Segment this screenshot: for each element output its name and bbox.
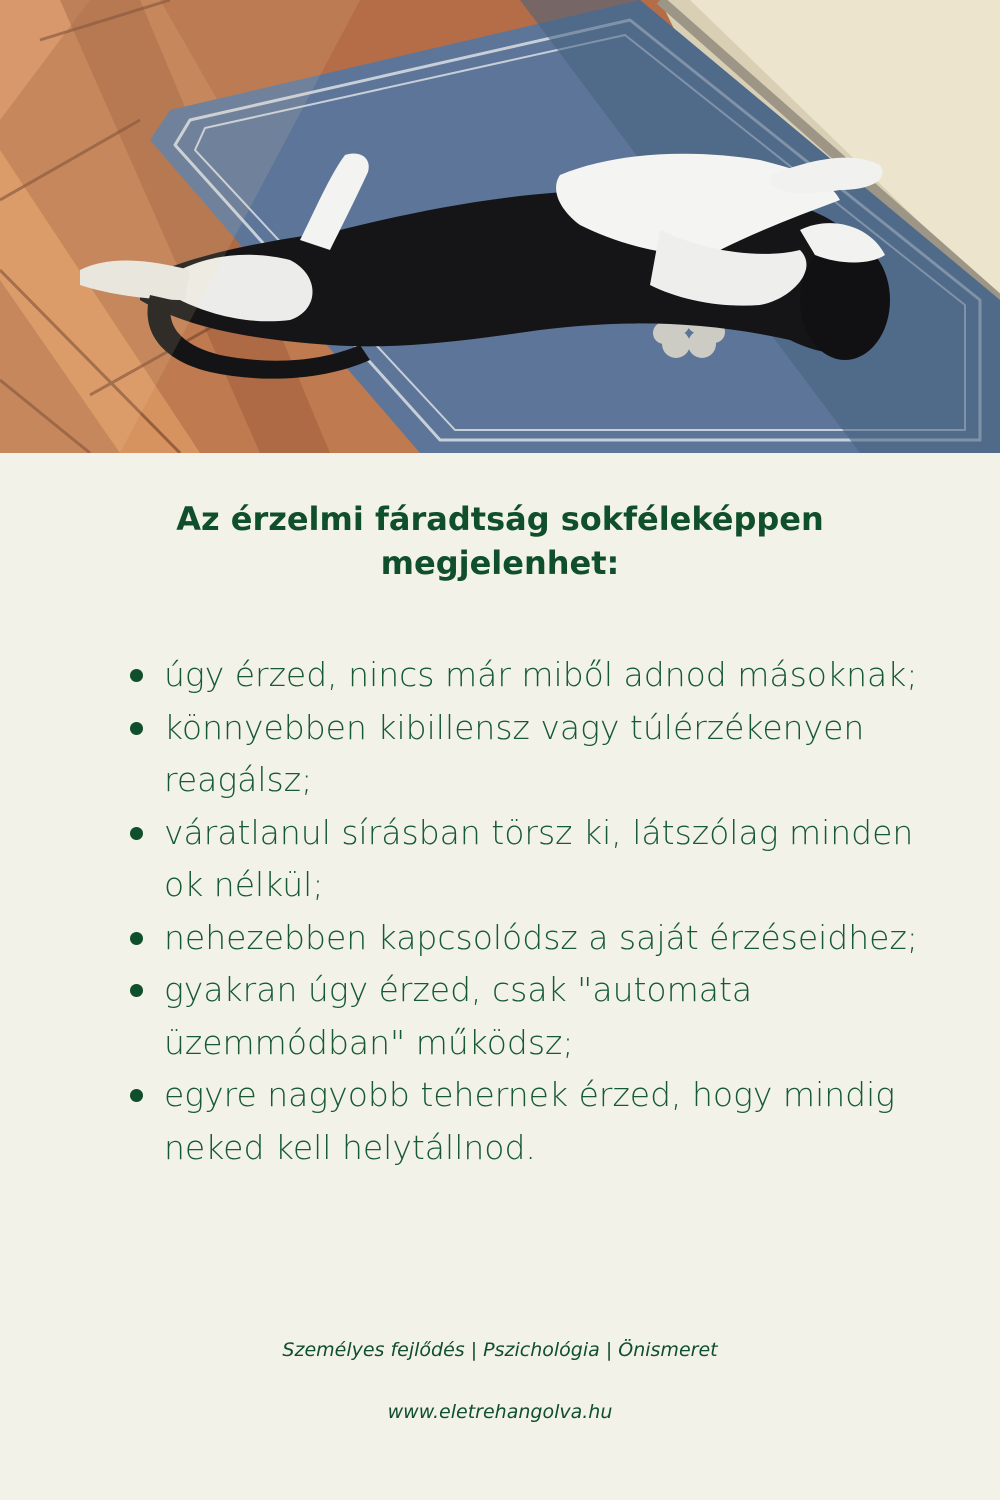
bullet-dot xyxy=(130,984,143,997)
bullet-dot xyxy=(130,669,143,682)
list-item xyxy=(122,702,922,807)
bullet-dot xyxy=(130,722,143,735)
list-item xyxy=(122,807,922,912)
list-item-text: úgy érzed, nincs már miből adnod másoknak; xyxy=(164,655,918,694)
list-item-text: könnyebben kibillensz vagy túlérzékenyen reagálsz; xyxy=(164,707,865,799)
bullet-dot xyxy=(130,827,143,840)
cat-photo-illustration xyxy=(0,0,1000,453)
page-title: Az érzelmi fáradtság sokféleképpen megjelenhet: xyxy=(176,500,824,582)
list-item-text: váratlanul sírásban törsz ki, látszólag minden ok nélkül; xyxy=(164,812,914,904)
cat-photo xyxy=(0,0,1000,453)
footer-tags: Személyes fejlődés | Pszichológia | Önismeret xyxy=(282,1339,718,1361)
bullet-dot xyxy=(130,932,143,945)
list-item xyxy=(122,1069,922,1174)
bullet-dot xyxy=(130,1089,143,1102)
text-panel xyxy=(0,453,1000,1500)
list-item xyxy=(122,649,922,702)
symptom-list xyxy=(122,649,922,1174)
footer-url[interactable]: www.eletrehangolva.hu xyxy=(387,1401,613,1423)
list-item-text: egyre nagyobb tehernek érzed, hogy mindig neked kell helytállnod. xyxy=(164,1075,896,1167)
list-item-text: nehezebben kapcsolódsz a saját érzéseidhez; xyxy=(164,917,918,957)
list-item xyxy=(122,964,922,1069)
list-item xyxy=(122,912,922,965)
list-item-text: gyakran úgy érzed, csak "automata üzemmódban" működsz; xyxy=(164,970,753,1062)
